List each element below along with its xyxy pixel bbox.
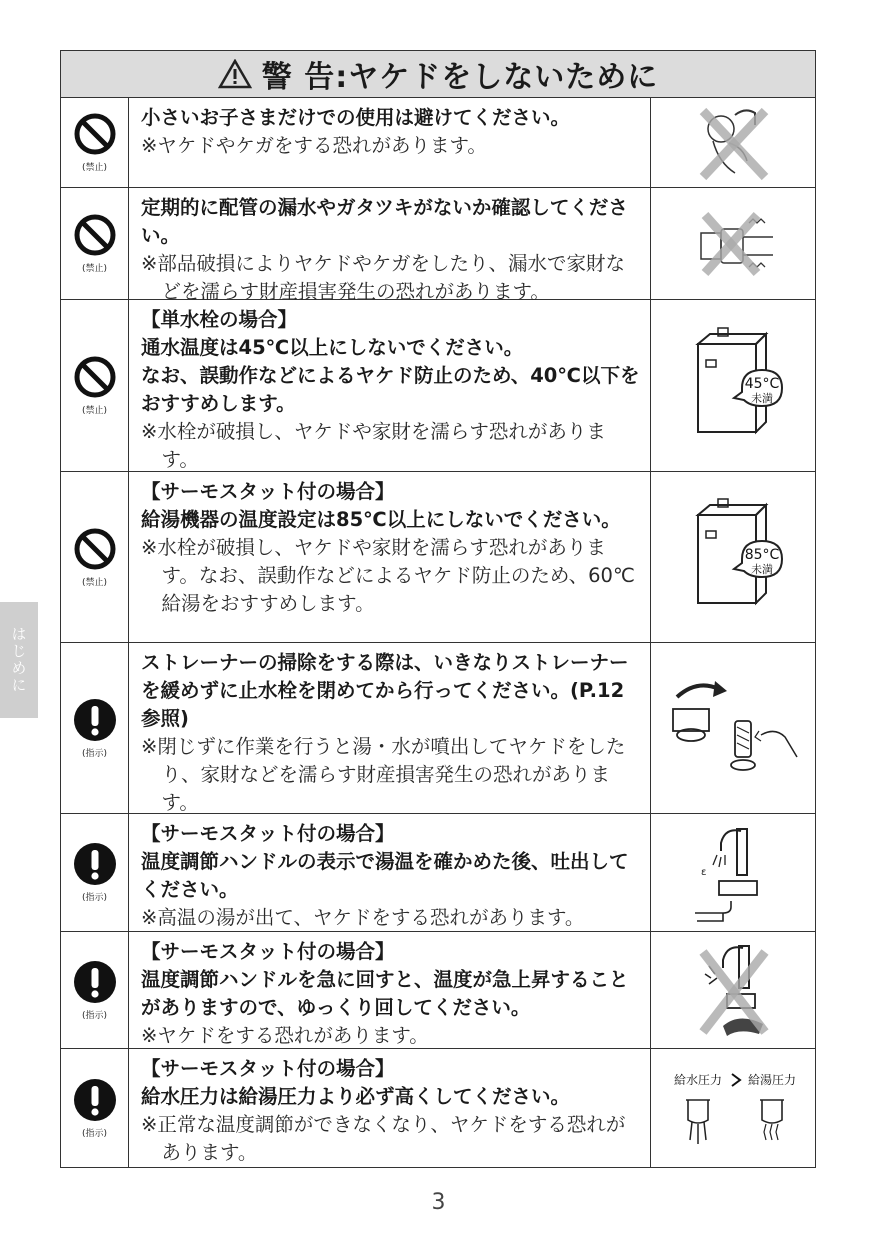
warning-table (60, 50, 816, 1168)
temperature-label: 85°C (744, 547, 780, 563)
prohibition-icon (73, 213, 117, 257)
warning-text: 【サーモスタット付の場合】 (141, 940, 395, 963)
warning-text: 給水圧力は給湯圧力より必ず高くしてください。 (141, 1085, 571, 1108)
warning-text: 温度調節ハンドルの表示で湯温を確かめた後、吐出してください。 (141, 850, 629, 901)
warning-header (61, 51, 815, 98)
warning-text: 【単水栓の場合】 (141, 308, 298, 331)
icon-caption: (指示) (81, 1128, 108, 1139)
warning-note: ※水栓が破損し、ヤケドや家財を濡らす恐れがあります。 (141, 420, 606, 471)
icon-caption: (指示) (81, 893, 108, 903)
warning-text: 温度調節ハンドルを急に回すと、温度が急上昇することがありますので、ゆっくり回してください。 (141, 968, 629, 1019)
warning-text: 通水温度は45℃以上にしないでください。 (141, 336, 524, 359)
prohibition-icon (73, 355, 117, 399)
warning-text: 定期的に配管の漏水やガタツキがないか確認してください。 (141, 196, 628, 247)
water-heater-illustration (678, 497, 788, 617)
warning-text: 【サーモスタット付の場合】 (141, 822, 395, 845)
prohibition-icon (73, 527, 117, 571)
warning-text: 【サーモスタット付の場合】 (141, 480, 395, 503)
prohibition-icon (73, 112, 117, 156)
warning-row (61, 932, 815, 1049)
warning-note: ※正常な温度調節ができなくなり、ヤケドをする恐れがあります。 (141, 1113, 626, 1164)
warning-title: 警 告:ヤケドをしないために (261, 60, 659, 95)
instruction-icon (73, 960, 117, 1004)
instruction-icon (73, 1078, 117, 1122)
warning-row (61, 814, 815, 932)
pipe-joint-illustration (683, 209, 783, 279)
page-number: 3 (431, 1190, 446, 1215)
icon-caption: (指示) (81, 1010, 108, 1021)
child-at-faucet-illustration (683, 103, 783, 183)
strainer-cleaning-illustration (663, 673, 803, 783)
warning-text: なお、誤動作などによるヤケド防止のため、40℃以下をおすすめします。 (141, 364, 640, 415)
warning-row (61, 472, 815, 643)
warning-text: 【サーモスタット付の場合】 (141, 1057, 395, 1080)
warning-text: 給湯機器の温度設定は85℃以上にしないでください。 (141, 508, 621, 531)
warning-row (61, 188, 815, 303)
warning-note: ※部品破損によりヤケドやケガをしたり、漏水で家財などを濡らす財産損害発生の恐れがあります。 (141, 252, 625, 303)
water-heater-illustration (678, 326, 788, 446)
warning-text: ストレーナーの掃除をする際は、いきなりストレーナーを緩めずに止水栓を閉めてから行ってください。(P.12参照) (141, 651, 629, 730)
warning-note: ※閉じずに作業を行うと湯・水が噴出してヤケドをしたり、家財などを濡らす財産損害発生の恐れがあります。 (141, 735, 626, 814)
instruction-icon (73, 842, 117, 886)
pressure-comparison-illustration (658, 1060, 808, 1156)
icon-caption: (禁止) (81, 264, 108, 274)
icon-caption: (禁止) (81, 406, 108, 416)
hot-water-pressure-label: 給湯圧力 (747, 1073, 797, 1087)
faucet-temperature-check-illustration (683, 821, 783, 925)
warning-note: ※ヤケドやケガをする恐れがあります。 (141, 134, 487, 157)
warning-note: ※水栓が破損し、ヤケドや家財を濡らす恐れがあります。なお、誤動作などによるヤケド防止のため、60℃給湯をおすすめします。 (141, 536, 635, 615)
warning-triangle-icon (218, 59, 252, 89)
section-tab-label: はじめに (9, 626, 28, 694)
temperature-sublabel: 未満 (751, 391, 773, 405)
faucet-handle-turn-illustration (683, 938, 783, 1042)
warning-note: ※高温の湯が出て、ヤケドをする恐れがあります。 (141, 906, 585, 929)
warning-row (61, 98, 815, 188)
warning-row (61, 1049, 815, 1167)
warning-text: 小さいお子さまだけでの使用は避けてください。 (141, 106, 571, 129)
temperature-sublabel: 未満 (751, 563, 773, 576)
icon-caption: (禁止) (81, 163, 108, 173)
warning-note: ※ヤケドをする恐れがあります。 (141, 1024, 429, 1047)
instruction-icon (73, 698, 117, 742)
svg-text:ε: ε (701, 866, 707, 878)
section-side-tab (0, 602, 38, 718)
warning-row (61, 300, 815, 472)
icon-caption: (指示) (81, 748, 108, 759)
icon-caption: (禁止) (81, 577, 108, 588)
temperature-label: 45°C (744, 375, 780, 392)
warning-row (61, 643, 815, 814)
supply-pressure-label: 給水圧力 (673, 1073, 723, 1087)
